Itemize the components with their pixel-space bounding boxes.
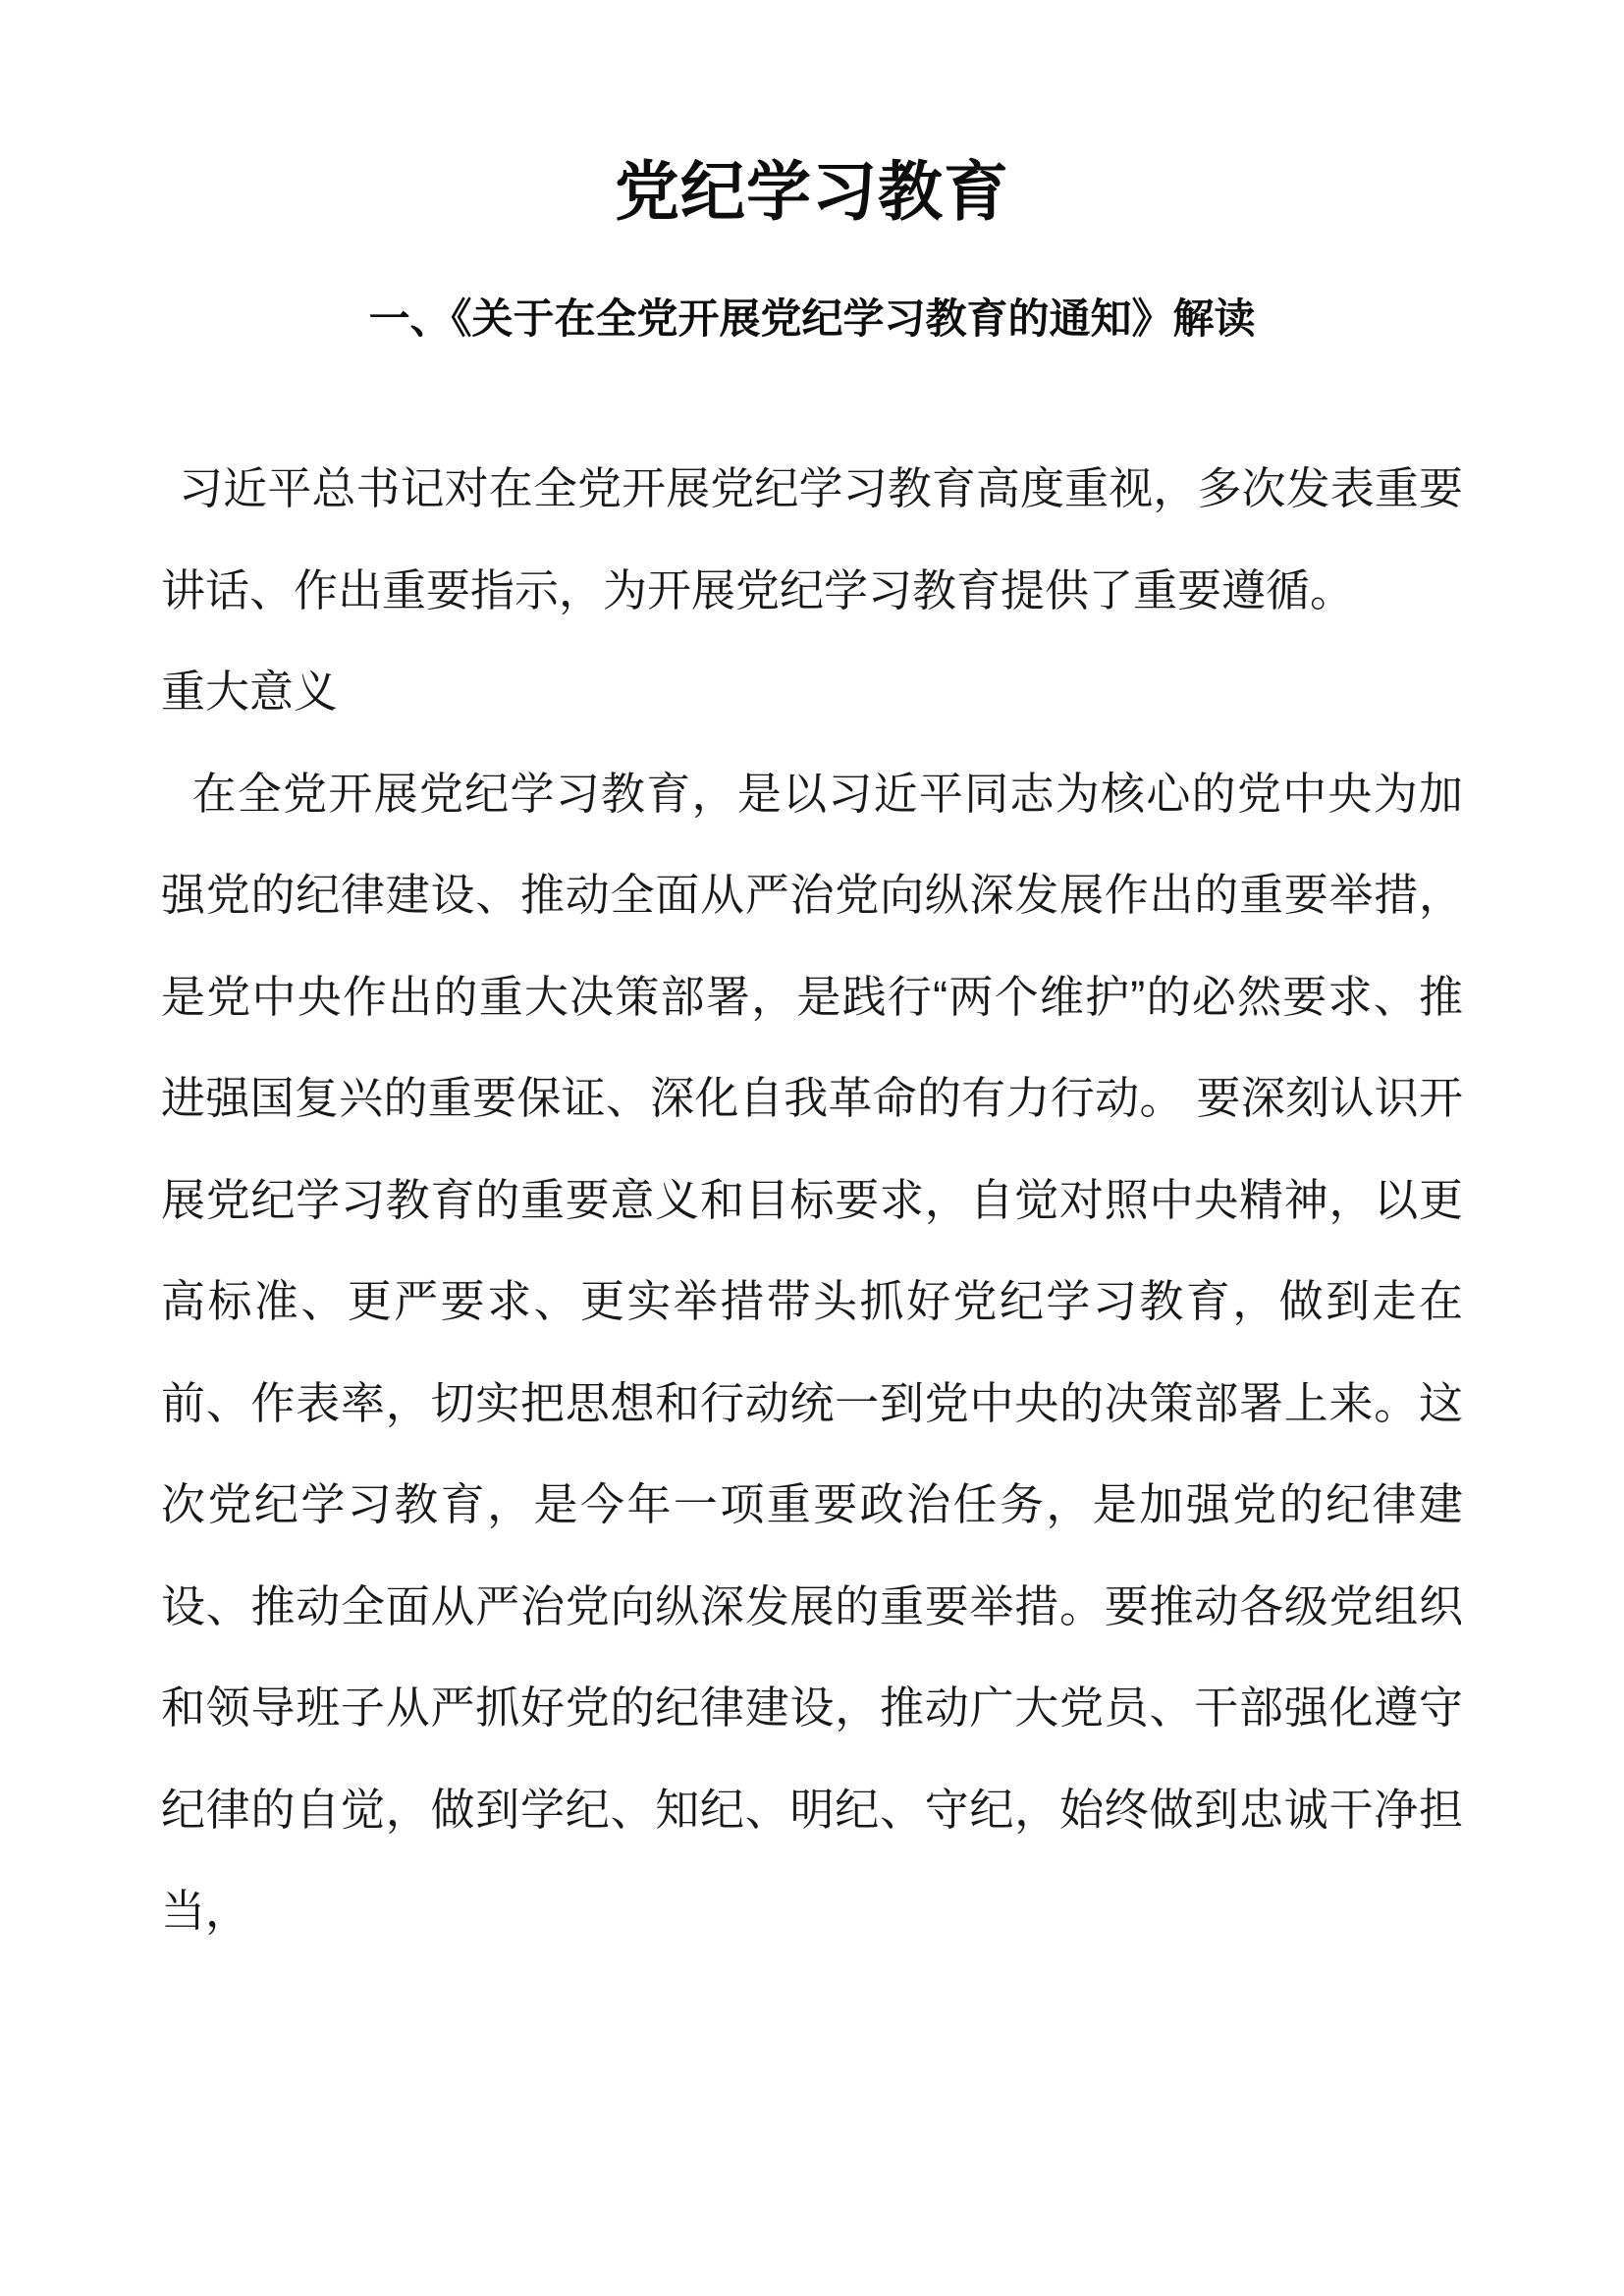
document-title: 党纪学习教育 (615, 155, 1009, 228)
body-paragraph: 在全党开展党纪学习教育，是以习近平同志为核心的党中央为加强党的纪律建设、推动全面从严治党向纵深发展作出的重要举措，是党中央作出的重大决策部署，是践行“两个维护”的必然要求、推进强国复兴的重要保证、深化自我革命的有力行动。 要深刻认识开展党纪学习教育的重要意义和目标要求，自觉对照中央精神，以更高标准、更严要求、更实举措带头抓好党纪学习教育，做到走在前、作表率，切实把思想和行动统一到党中央的决策部署上来。这次党纪学习教育，是今年一项重要政治任务，是加强党的纪律建设、推动全面从严治党向纵深发展的重要举措。要推动各级党组织和领导班子从严抓好党的纪律建设，推动广大党员、干部强化遵守纪律的自觉，做到学纪、知纪、明纪、守纪，始终做到忠诚干净担当， (161, 768, 1463, 1937)
intro-paragraph: 习近平总书记对在全党开展党纪学习教育高度重视，多次发表重要讲话、作出重要指示，为开展党纪学习教育提供了重要遵循。 (161, 463, 1463, 615)
section-heading: 重大意义 (161, 667, 339, 718)
document-subtitle: 一、《关于在全党开展党纪学习教育的通知》解读 (368, 294, 1256, 342)
